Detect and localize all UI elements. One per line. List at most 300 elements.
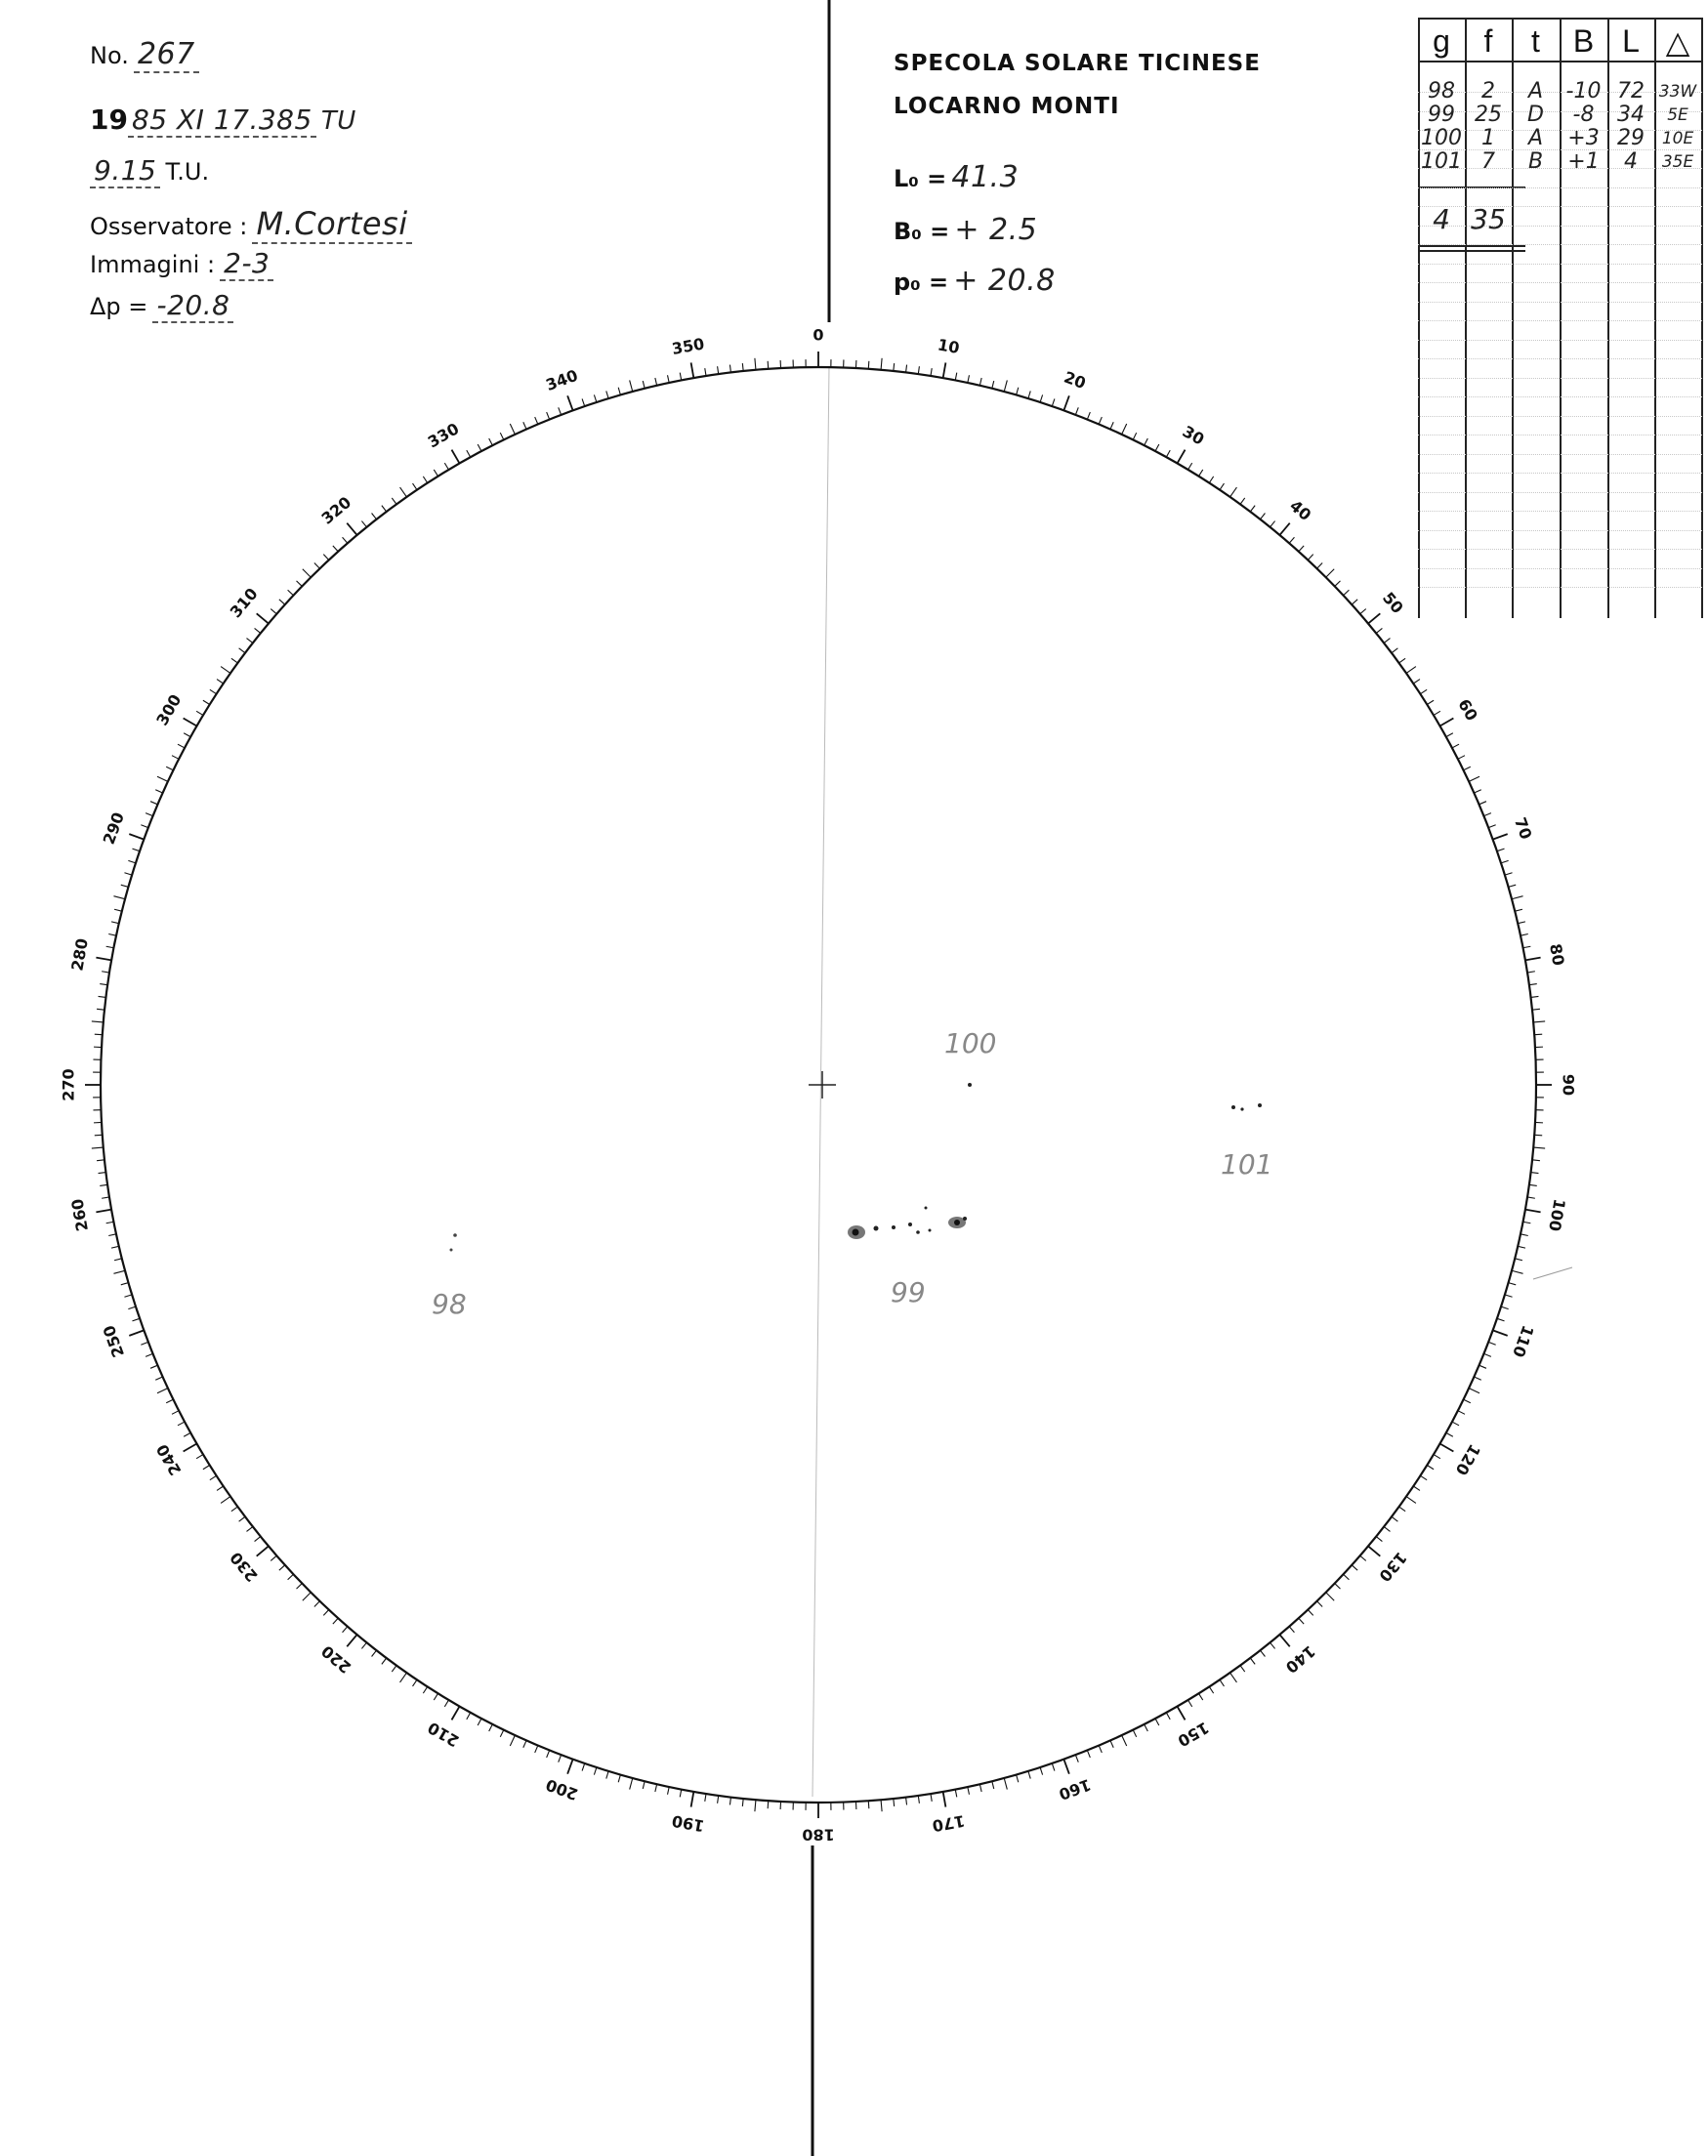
degree-tick (97, 1009, 104, 1010)
degree-tick (1040, 394, 1042, 402)
degree-tick (1099, 417, 1102, 424)
degree-tick (691, 1792, 694, 1807)
degree-tick (1271, 521, 1275, 527)
sunspot-group-101 (1221, 1103, 1272, 1181)
degree-tick (1512, 1270, 1523, 1273)
degree-tick (1166, 450, 1170, 457)
degree-label: 180 (802, 1825, 835, 1845)
sunspot-group-100 (944, 1027, 996, 1087)
degree-tick (594, 1767, 596, 1775)
degree-tick (918, 366, 919, 374)
degree-tick (742, 363, 743, 371)
degree-tick (1188, 463, 1192, 470)
date-suffix: TU (320, 106, 356, 136)
degree-tick (1209, 477, 1213, 483)
degree-tick (231, 658, 237, 663)
degree-tick (1529, 1184, 1537, 1185)
degree-tick (1483, 813, 1490, 816)
degree-label: 120 (1451, 1440, 1484, 1479)
degree-tick (178, 1422, 185, 1426)
degree-tick (113, 896, 125, 899)
degree-label: 250 (99, 1322, 128, 1360)
degree-tick (1434, 1455, 1440, 1459)
degree-label: 130 (1375, 1548, 1411, 1586)
degree-tick (868, 1801, 869, 1808)
degree-tick (1452, 1422, 1459, 1426)
degree-tick (184, 1432, 190, 1436)
degree-tick (547, 412, 550, 419)
degree-tick (1427, 1465, 1434, 1469)
degree-tick (314, 563, 320, 569)
degree-tick (1474, 1377, 1480, 1380)
meridian-line (812, 366, 829, 1797)
degree-tick (203, 700, 210, 704)
degree-tick (347, 1635, 356, 1646)
degree-tick (742, 1799, 743, 1806)
degree-tick (478, 444, 481, 451)
degree-tick (1527, 1197, 1535, 1198)
table-cell: D (1527, 103, 1544, 127)
group-100-label: 100 (944, 1027, 997, 1059)
date-prefix: 19 (90, 104, 128, 136)
degree-tick (184, 719, 197, 726)
degree-tick (114, 1259, 122, 1261)
degree-tick (894, 363, 895, 371)
date-value: 85 XI 17.385 (128, 104, 316, 138)
degree-label: 340 (543, 365, 581, 394)
degree-tick (132, 1318, 140, 1321)
degree-tick (1133, 433, 1137, 439)
degree-tick (1515, 1259, 1522, 1261)
degree-tick (255, 1537, 261, 1542)
degree-tick (630, 1778, 633, 1790)
degree-tick (1335, 1584, 1341, 1590)
degree-tick (1509, 1283, 1517, 1285)
degree-tick (1440, 719, 1454, 726)
degree-tick (1110, 422, 1113, 429)
degree-tick (128, 860, 136, 862)
degree-tick (288, 590, 294, 595)
l0-value: 41.3 (951, 160, 1020, 194)
degree-label: 100 (1545, 1197, 1569, 1233)
degree-tick (705, 368, 706, 376)
degree-label: 220 (317, 1641, 355, 1678)
table-cell: 34 (1617, 103, 1645, 127)
degree-label: 350 (670, 334, 706, 358)
degree-tick (1479, 802, 1486, 805)
degree-label: 320 (317, 492, 355, 528)
degree-label: 20 (1061, 367, 1089, 394)
degree-tick (100, 1184, 107, 1185)
degree-label: 270 (59, 1068, 78, 1101)
delta-p-value: -20.8 (152, 289, 233, 323)
degree-tick (1052, 1763, 1055, 1771)
degree-label: 260 (67, 1197, 92, 1233)
degree-tick (102, 1197, 109, 1198)
degree-tick (1326, 1593, 1334, 1600)
degree-tick (500, 1730, 504, 1737)
degree-tick (467, 450, 471, 457)
degree-tick (323, 1610, 328, 1616)
degree-tick (1279, 523, 1289, 535)
degree-tick (1497, 1318, 1505, 1321)
degree-tick (630, 380, 633, 392)
degree-tick (1261, 1650, 1266, 1656)
degree-tick (1004, 1778, 1007, 1790)
degree-tick (111, 922, 119, 924)
degree-tick (668, 1787, 670, 1795)
degree-tick (655, 378, 657, 386)
degree-tick (1446, 1432, 1453, 1436)
degree-tick (203, 1465, 210, 1469)
table-cell: 100 (1421, 126, 1462, 150)
degree-tick (392, 1666, 396, 1672)
degree-tick (1497, 849, 1505, 851)
degree-tick (111, 1246, 119, 1248)
images-value: 2-3 (220, 247, 273, 281)
degree-tick (1122, 424, 1127, 435)
table-cell: 25 (1475, 103, 1502, 127)
table-header-cell: B (1572, 23, 1595, 59)
degree-tick (1376, 1537, 1382, 1542)
degree-tick (567, 1760, 572, 1774)
degree-tick (382, 506, 387, 512)
degree-tick (121, 885, 129, 887)
degree-tick (392, 498, 396, 504)
degree-tick (510, 424, 515, 435)
disc-center-cross (809, 1071, 836, 1099)
degree-tick (1525, 1210, 1541, 1213)
degree-tick (1488, 825, 1495, 828)
degree-tick (1075, 407, 1078, 414)
degree-tick (221, 667, 230, 674)
table-total-cell: 35 (1471, 203, 1506, 235)
degree-label: 40 (1286, 496, 1315, 525)
degree-tick (172, 1411, 179, 1415)
degree-tick (894, 1799, 895, 1806)
degree-tick (1198, 470, 1202, 477)
degree-tick (881, 358, 882, 370)
degree-tick (444, 1700, 448, 1707)
degree-tick (297, 581, 303, 587)
table-cell: 29 (1617, 126, 1645, 150)
degree-tick (1155, 1719, 1159, 1725)
degree-tick (1458, 1411, 1465, 1415)
degree-tick (184, 733, 190, 737)
degree-tick (1028, 1771, 1030, 1779)
table-cell: 33W (1658, 82, 1697, 102)
degree-tick (1406, 1497, 1416, 1504)
degree-tick (718, 366, 719, 374)
degree-tick (303, 569, 311, 577)
sunspot-group-98 (432, 1233, 467, 1320)
table-cell: -8 (1572, 103, 1595, 127)
degree-tick (906, 1798, 907, 1805)
degree-tick (257, 613, 269, 623)
degree-tick (1230, 487, 1237, 497)
degree-tick (1063, 395, 1068, 410)
degree-tick (943, 362, 946, 378)
degree-label: 200 (543, 1775, 581, 1804)
degree-tick (113, 1270, 125, 1273)
stray-mark (1533, 1267, 1572, 1279)
degree-tick (382, 1658, 387, 1664)
degree-tick (1344, 590, 1350, 595)
degree-tick (1505, 1295, 1513, 1297)
degree-tick (106, 946, 114, 948)
degree-tick (124, 1295, 132, 1297)
degree-tick (1532, 1160, 1540, 1161)
degree-label: 240 (152, 1440, 186, 1479)
degree-tick (400, 487, 407, 497)
degree-tick (155, 1377, 162, 1380)
degree-tick (1483, 1353, 1490, 1356)
degree-tick (347, 523, 356, 535)
degree-tick (1446, 733, 1453, 737)
degree-tick (467, 1713, 471, 1720)
degree-tick (705, 1794, 706, 1802)
degree-tick (510, 1735, 515, 1746)
degree-tick (372, 514, 377, 519)
degree-tick (680, 1789, 682, 1797)
degree-tick (239, 648, 245, 653)
observer-value: M.Cortesi (252, 205, 411, 244)
degree-tick (413, 1679, 417, 1686)
degree-tick (1004, 380, 1007, 392)
degree-tick (333, 546, 338, 552)
degree-tick (1512, 896, 1523, 899)
degree-tick (129, 834, 144, 839)
degree-tick (1518, 1246, 1525, 1248)
degree-tick (239, 1516, 245, 1521)
degree-tick (423, 1686, 427, 1693)
degree-tick (618, 1775, 620, 1783)
degree-tick (323, 555, 328, 560)
degree-tick (1515, 909, 1522, 911)
degree-tick (1521, 934, 1528, 936)
degree-tick (1501, 860, 1509, 862)
degree-tick (95, 1034, 103, 1035)
degree-tick (146, 1353, 152, 1356)
degree-tick (196, 711, 203, 715)
sunspot-group-99 (848, 1207, 967, 1309)
degree-tick (1531, 996, 1539, 997)
degree-tick (1493, 834, 1508, 839)
degree-tick (1289, 1627, 1294, 1633)
degree-label: 190 (670, 1811, 706, 1836)
degree-tick (1352, 600, 1357, 604)
b0-label: B₀ = (894, 218, 950, 245)
degree-tick (97, 1160, 104, 1161)
degree-tick (1240, 1666, 1245, 1672)
degree-tick (141, 1342, 147, 1345)
degree-tick (535, 417, 538, 424)
degree-tick (755, 1800, 756, 1811)
degree-tick (729, 365, 730, 373)
degree-tick (1166, 1713, 1170, 1720)
degree-tick (606, 391, 608, 398)
degree-label: 150 (1174, 1718, 1213, 1751)
degree-tick (124, 873, 132, 875)
degree-tick (1488, 1342, 1495, 1345)
degree-tick (1122, 1735, 1127, 1746)
degree-tick (768, 1801, 769, 1808)
degree-tick (1308, 1610, 1312, 1616)
degree-tick (1198, 1693, 1202, 1700)
degree-label: 290 (99, 809, 128, 848)
degree-tick (1399, 658, 1405, 663)
degree-tick (1464, 767, 1471, 770)
degree-tick (271, 609, 276, 614)
degree-tick (1376, 628, 1382, 633)
degree-tick (166, 767, 173, 770)
degree-label: 50 (1378, 588, 1407, 617)
degree-tick (157, 776, 168, 781)
degree-tick (906, 365, 907, 373)
degree-tick (141, 825, 147, 828)
degree-tick (979, 378, 981, 386)
degree-tick (157, 1389, 168, 1393)
degree-tick (1469, 776, 1479, 781)
table-header-cell: L (1622, 23, 1640, 59)
degree-label: 70 (1510, 814, 1536, 843)
degree-tick (1532, 1009, 1540, 1010)
degree-tick (582, 1763, 585, 1771)
degree-tick (868, 361, 869, 369)
degree-tick (444, 463, 448, 470)
degree-tick (121, 1283, 129, 1285)
degree-tick (1505, 873, 1513, 875)
degree-tick (1110, 1740, 1113, 1747)
degree-tick (361, 521, 366, 527)
degree-tick (413, 483, 417, 490)
degree-tick (768, 361, 769, 369)
degree-tick (108, 934, 116, 936)
observer-label: Osservatore : (90, 213, 248, 240)
degree-tick (210, 689, 217, 693)
degree-tick (1261, 514, 1266, 519)
degree-tick (1075, 1755, 1078, 1762)
degree-tick (1188, 1700, 1192, 1707)
degree-tick (247, 1527, 253, 1532)
degree-tick (1406, 667, 1416, 674)
table-cell: 101 (1421, 149, 1462, 174)
degree-tick (1392, 1516, 1397, 1521)
degree-tick (1474, 790, 1480, 793)
degree-tick (755, 358, 756, 370)
degree-label: 160 (1056, 1775, 1094, 1804)
table-cell: 99 (1428, 103, 1455, 127)
degree-tick (314, 1601, 320, 1607)
table-cell: B (1527, 149, 1544, 174)
degree-tick (146, 813, 152, 816)
group-101-label: 101 (1221, 1148, 1273, 1181)
degree-tick (931, 1794, 932, 1802)
degree-tick (96, 958, 111, 961)
degree-tick (1133, 1730, 1137, 1737)
degree-tick (1522, 946, 1530, 948)
table-cell: -10 (1565, 79, 1602, 104)
degree-tick (128, 1306, 136, 1308)
degree-tick (1464, 1399, 1471, 1403)
degree-tick (452, 1707, 460, 1721)
degree-tick (1087, 412, 1090, 419)
degree-tick (217, 680, 224, 684)
degree-tick (178, 744, 185, 748)
degree-tick (931, 368, 932, 376)
degree-tick (1399, 1507, 1405, 1512)
degree-tick (1533, 1147, 1545, 1148)
degree-label: 80 (1546, 942, 1568, 968)
degree-tick (594, 394, 596, 402)
table-cell: +3 (1567, 126, 1600, 150)
degree-tick (210, 1475, 217, 1479)
degree-tick (217, 1486, 224, 1490)
degree-tick (979, 1784, 981, 1792)
degree-tick (257, 1546, 269, 1555)
degree-tick (1501, 1306, 1509, 1308)
degree-label: 300 (152, 690, 186, 729)
degree-tick (271, 1555, 276, 1560)
degree-tick (1413, 1486, 1420, 1490)
record-number-value: 267 (134, 37, 199, 73)
degree-tick (1335, 581, 1341, 587)
degree-tick (333, 1618, 338, 1624)
degree-tick (1360, 609, 1366, 614)
degree-tick (992, 1781, 994, 1789)
degree-tick (1368, 613, 1380, 623)
degree-label: 30 (1179, 422, 1208, 449)
degree-tick (172, 756, 179, 760)
degree-tick (150, 802, 157, 805)
degree-tick (1527, 972, 1535, 973)
degree-tick (559, 407, 562, 414)
degree-tick (881, 1800, 882, 1811)
degree-tick (1017, 388, 1019, 395)
degree-tick (1458, 756, 1465, 760)
degree-tick (184, 1444, 197, 1452)
degree-label: 310 (226, 584, 262, 622)
table-cell: A (1527, 79, 1544, 104)
table-cell: 35E (1661, 152, 1694, 172)
degree-tick (1040, 1767, 1042, 1775)
degree-tick (968, 375, 970, 383)
degree-tick (1178, 450, 1186, 464)
degree-tick (680, 373, 682, 381)
degree-label: 110 (1509, 1322, 1538, 1360)
degree-tick (92, 1147, 104, 1148)
degree-tick (668, 375, 670, 383)
table-cell: 4 (1624, 149, 1638, 174)
degree-tick (1317, 1601, 1323, 1607)
degree-tick (1469, 1389, 1479, 1393)
degree-tick (1271, 1642, 1275, 1648)
degree-tick (1529, 984, 1537, 985)
degree-tick (1384, 639, 1390, 643)
group-99-label: 99 (891, 1276, 926, 1308)
degree-tick (452, 450, 460, 464)
degree-tick (478, 1719, 481, 1725)
degree-tick (547, 1750, 550, 1757)
degree-tick (918, 1796, 919, 1804)
degree-tick (434, 470, 437, 477)
table-cell: 1 (1481, 126, 1495, 150)
degree-tick (1427, 700, 1434, 704)
degree-tick (434, 1693, 437, 1700)
table-cell: A (1527, 126, 1544, 150)
degree-tick (1087, 1750, 1090, 1757)
degree-tick (221, 1497, 230, 1504)
